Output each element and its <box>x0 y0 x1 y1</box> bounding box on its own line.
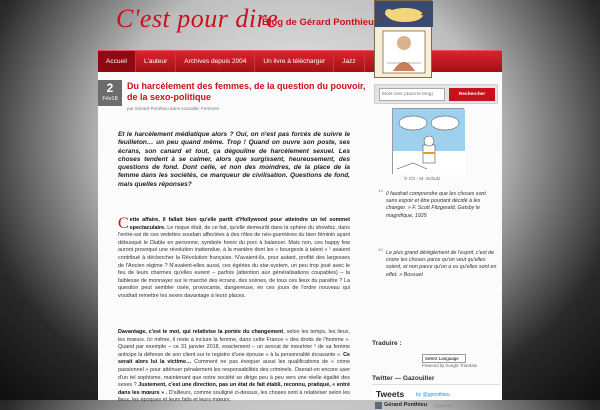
post-meta[interactable]: par Gérard Ponthieu dans Actualité, Femmes <box>127 106 219 111</box>
main-navigation <box>98 50 502 72</box>
post-paragraph-2 <box>118 329 350 405</box>
nav-item-archives[interactable]: Archives depuis 2004 <box>176 51 255 73</box>
search-input[interactable] <box>379 88 445 101</box>
tweet-handle[interactable]: @gponth <box>434 403 453 408</box>
avatar[interactable] <box>375 402 382 409</box>
cartoon-illustration-icon <box>393 109 465 175</box>
post-paragraph-1 <box>118 217 350 301</box>
language-select[interactable]: Select Language <box>422 354 466 363</box>
paragraph-2-lead2: Ce serait alors lui la victime… <box>118 351 350 366</box>
paragraph-2-body3: D'ailleurs, comme souligné ci-dessus, les choses sont à relativiser selon les lieux, les époques et leurs faits et leurs mœurs. <box>118 389 350 404</box>
nav-item-livre[interactable]: Un livre à télécharger <box>255 51 334 73</box>
nav-item-accueil[interactable]: Accueil <box>98 51 136 73</box>
content-area <box>98 72 502 408</box>
search-widget <box>374 84 498 104</box>
site-header <box>98 0 502 65</box>
site-title[interactable]: C'est pour dire <box>116 4 279 33</box>
search-button[interactable]: Rechercher <box>449 88 495 101</box>
main-column <box>98 72 370 404</box>
dropcap-letter: C <box>118 215 129 232</box>
tweets-by-link[interactable]: by @gponthieu <box>416 392 450 398</box>
post-date-day: 2 <box>106 81 114 95</box>
sidebar <box>370 72 502 408</box>
site-tagline: Blog de Gérard Ponthieu <box>262 17 374 28</box>
post-date-month: Fév18 <box>102 96 118 102</box>
paragraph-2-lead3: Justement, c'est une direction, pas un état de fait établi, reconnu, pratiqué, « entré dans les mœurs » . <box>118 382 350 396</box>
paragraph-2-body: , selon les temps, les lieux, les mœurs. Ici même, il reste à inclure la femme, dans cette France « des droits de l'homme ». Quand par exemple – ce 31 janvier 2018, exactement – un avocat de meurtrier ² de sa femme anticipe la défense de son client sur le registre d'une épouse « à la personnalité écrasante ». <box>118 329 350 358</box>
quote-fitzgerald: Il faudrait comprendre que les choses sont sans espoir et être pourtant décidé à les changer. » F. Scott Fitzgerald, Gatsby le magnifique, 1925 <box>386 191 486 219</box>
post-intro: Et le harcèlement médiatique alors ? Oui, on n'est pas forcés de suivre le feuilleton… un peu quand même. Trop ! Quand on ouvre son poste, ses écrans, son canard et tout, ça dégouline de harcèlement sexuel. Les choses tendent à se calmer, alors que surgissent, heureusement, des questions de fond. Dont celle, et non des moindres, de la place de la femme dans les sociétés, ce marqueur de civilisation. Questions de fond, mais quelles réponses? <box>118 131 350 188</box>
site-container <box>98 0 502 408</box>
site-logo[interactable] <box>374 0 432 78</box>
tweets-widget <box>372 384 500 400</box>
cartoon-caption: © Ch - M. Schulz <box>404 177 441 182</box>
nav-item-auteur[interactable]: L'auteur <box>136 51 176 73</box>
logo-illustration-icon <box>375 1 433 79</box>
post-title[interactable]: Du harcèlement des femmes, de la question du pouvoir, de la sexo-politique <box>127 81 366 102</box>
paragraph-1-body: Le risque était, de ce fait, qu'elle demeurât dans la sphère du showbiz, dans l'entre-soi de ces vedettes soudain affectées à des rôles de néo-guerrières du bien féminin ayant débusqué le Diable en personne, symbole honni du porc à balancer. Mais non, ces happy few auront provoqué une révolution inattendue, à la manière dont les « bourgeois à talent » ¹ avaient contribué à déclencher la Révolution française. N'avaient-ils, pour autant, profité des largesses de l'Ancien régime ? N'avaient-elles aussi, ces égéries du star-system, un peu trop joué avec le feu de leurs charmes qu'elles eurent – parfois (attention aux généralisations coupables) – la faiblesse de monnayer sur le marché des écrans, des scènes, de tous ces lieux du paraître ? La question peut sembler osée, provocante, dangereuse, en ces jours de l'ordre nouveau qui voudrait remettre les sexes davantage à leurs places. <box>118 224 350 299</box>
nav-item-jazz[interactable]: Jazz <box>334 51 364 73</box>
twitter-heading: Twitter — Gazouiller <box>372 375 435 382</box>
post-date-badge <box>98 80 122 106</box>
cartoon-image <box>392 108 464 174</box>
paragraph-2-lead: Davantage, c'est le mot, qui relativise la portée du changement <box>118 329 284 335</box>
tweet-author-row <box>372 402 500 410</box>
quote-open-icon: “ <box>378 186 384 200</box>
tweet-author[interactable]: Gérard Ponthieu <box>384 402 428 408</box>
quote-open-icon: “ <box>378 245 384 259</box>
powered-by-google: Powered by Google Translate <box>422 363 478 368</box>
paragraph-2-body2: Comment ne pas évoquer aussi les qualifications de « crime passionnel » pour atténuer pénalement les responsabilités des criminels. Oserait-on encore user d'un tel sophisme, maintenant que notre société se dirige peu à peu vers une réelle égalité des sexes ? <box>118 359 350 389</box>
tweets-label: Tweets <box>376 389 405 399</box>
quote-bossuet: Le plus grand dérèglement de l'esprit, c'est de croire les choses parce qu'on veut qu'elles soient, et non parce qu'on a vu qu'elles sont en effet. » Bossuet <box>386 250 497 278</box>
translate-heading: Traduire : <box>372 340 402 347</box>
paragraph-1-lead: ette affaire, il fallait bien qu'elle partît d'Hollywood pour atteindre un tel sommet spectaculaire. <box>129 217 350 231</box>
